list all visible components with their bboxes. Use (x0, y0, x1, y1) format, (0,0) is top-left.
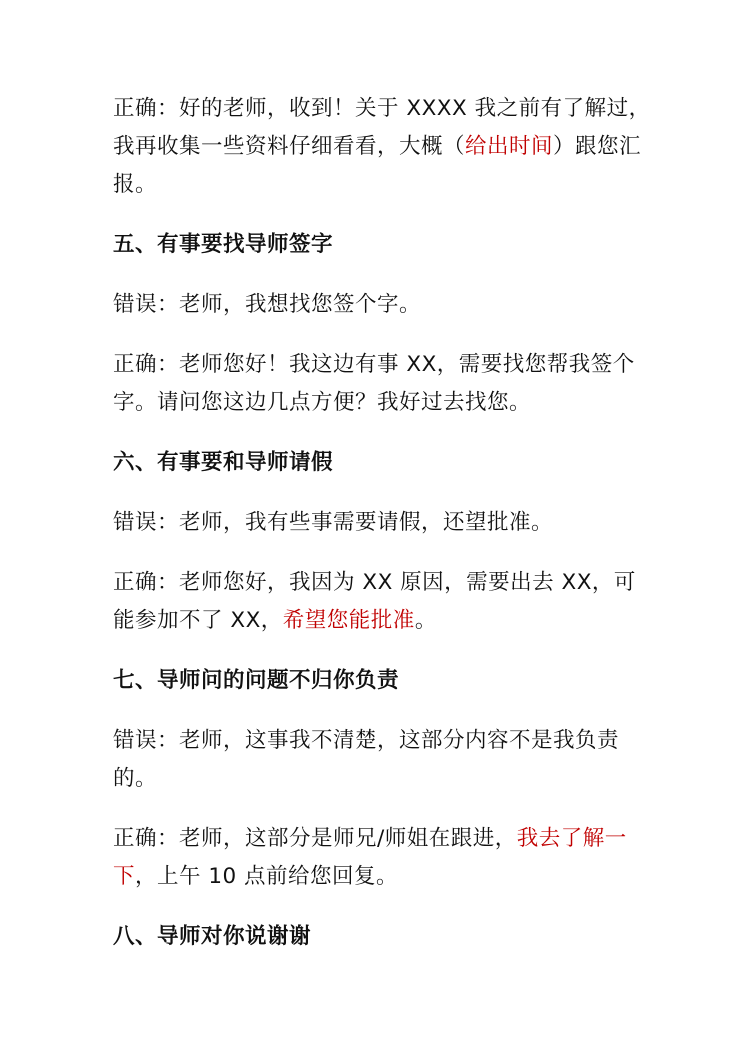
section-heading-6: 六、有事要和导师请假 (113, 450, 334, 475)
section-heading-5: 五、有事要找导师签字 (113, 232, 334, 257)
paragraph-correct-reply-1 (113, 90, 653, 204)
paragraph-wrong-signature: 错误：老师，我想找您签个字。 (113, 292, 422, 317)
paragraph-text: ）跟您汇报。 (113, 134, 642, 197)
paragraph-text: 。 (414, 608, 437, 633)
section-heading-7: 七、导师问的问题不归你负责 (113, 668, 400, 693)
paragraph-correct-signature: 正确：老师您好！我这边有事 XX，需要找您帮我签个字。请问您这边几点方便？我好过去找您。 (113, 352, 635, 415)
highlight-text: 希望您能批准 (282, 608, 415, 633)
paragraph-wrong-responsibility: 错误：老师，这事我不清楚，这部分内容不是我负责的。 (113, 728, 620, 791)
paragraph-correct-responsibility (113, 820, 653, 896)
section-heading-8: 八、导师对你说谢谢 (113, 924, 312, 949)
paragraph-correct-leave (113, 564, 653, 640)
paragraph-text: 正确：老师您好，我因为 XX 原因，需要出去 XX，可能参加不了 XX， (113, 570, 636, 633)
paragraph-text: ，上午 10 点前给您回复。 (135, 864, 399, 889)
highlight-text: 我去了解一下 (113, 826, 627, 889)
paragraph-text: 正确：好的老师，收到！关于 XXXX 我之前有了解过，我再收集一些资料仔细看看，大概（ (113, 96, 651, 159)
highlight-text: 给出时间 (465, 134, 554, 159)
document-page (113, 90, 653, 978)
paragraph-text: 正确：老师，这部分是师兄/师姐在跟进， (113, 826, 517, 851)
paragraph-wrong-leave: 错误：老师，我有些事需要请假，还望批准。 (113, 510, 554, 535)
